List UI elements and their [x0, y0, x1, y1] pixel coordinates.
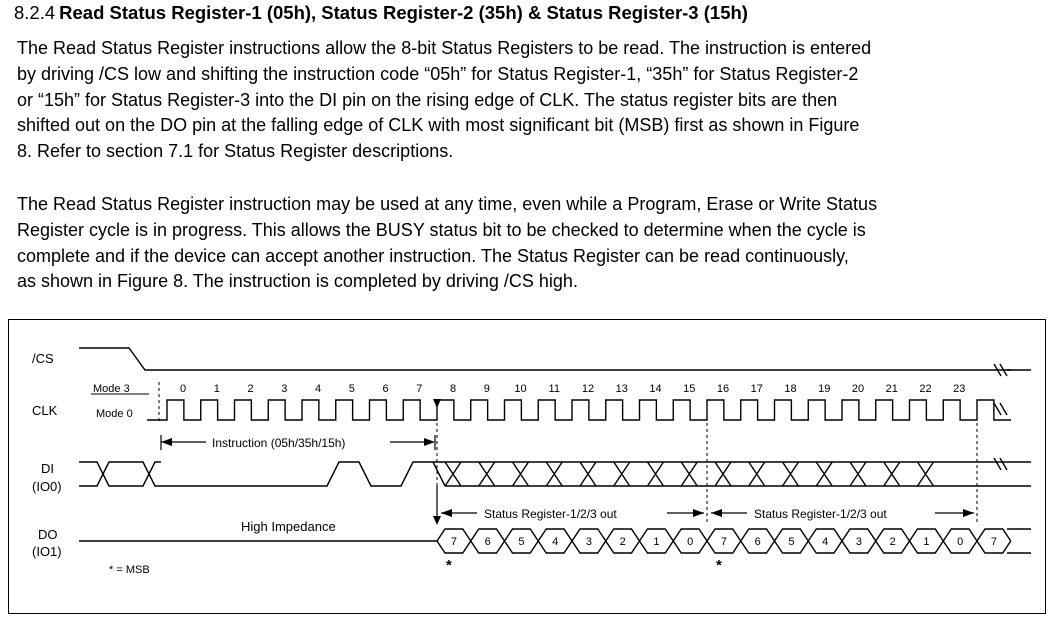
paragraph-line: by driving /CS low and shifting the instruction code “05h” for Status Register-1, “35h” for Status Register-2: [17, 63, 859, 84]
arrow-down: [433, 516, 441, 525]
paragraph-line: The Read Status Register instructions allow the 8-bit Status Registers to be read. The instruction is entered: [17, 38, 872, 58]
arrow-left: [161, 438, 172, 446]
clock-number: 1: [213, 383, 220, 395]
paragraph-line: or “15h” for Status Register-3 into the DI pin on the rising edge of CLK. The status register bits are then: [17, 89, 838, 110]
clock-number: 10: [514, 383, 527, 395]
do-bit-label: 3: [585, 536, 592, 548]
mode0-label: Mode 0: [96, 408, 133, 420]
clock-number: 0: [179, 383, 187, 395]
paragraph-line: Register cycle is in progress. This allows the BUSY status bit to be checked to determine when the cycle is: [17, 219, 866, 240]
do-bit-label: 4: [822, 536, 829, 548]
clock-number: 22: [919, 383, 932, 395]
timing-diagram: [9, 320, 1044, 612]
do-label: DO: [38, 527, 58, 542]
instruction-label: Instruction (05h/35h/15h): [212, 436, 346, 450]
clock-number: 20: [851, 383, 865, 395]
arrow-down: [433, 399, 441, 408]
clk-label: CLK: [32, 403, 58, 418]
di-initial-bit: [79, 462, 161, 486]
clock-number: 16: [716, 383, 730, 395]
clock-number: 7: [416, 383, 423, 395]
timing-diagram-figure: [8, 319, 1046, 614]
paragraph-line: 8. Refer to section 7.1 for Status Register descriptions.: [17, 141, 454, 162]
msb-star-1: *: [446, 557, 452, 574]
paragraph-line: The Read Status Register instruction may be used at any time, even while a Program, Erase or Write Status: [17, 194, 878, 214]
clock-number: 14: [649, 383, 662, 395]
clock-number: 11: [548, 383, 560, 395]
clock-number: 21: [885, 383, 898, 395]
clock-number: 12: [581, 383, 595, 395]
do-bit-label: 1: [653, 536, 660, 548]
paragraph-line: shifted out on the DO pin at the falling edge of CLK with most significant bit (MSB) first as shown in Figure: [17, 115, 860, 136]
do-bit-label: 7: [720, 536, 727, 548]
clk-waveform: [147, 400, 1011, 420]
paragraph-line: as shown in Figure 8. The instruction is completed by driving /CS high.: [17, 271, 578, 292]
di-sublabel: (IO0): [32, 479, 62, 494]
cs-label: /CS: [32, 351, 54, 366]
do-bit-labels: [451, 536, 997, 548]
status-out-label-1: Status Register-1/2/3 out: [484, 507, 617, 521]
clock-number: 8: [449, 383, 457, 395]
clock-number: 3: [281, 383, 288, 395]
do-bit-label: 2: [619, 536, 626, 548]
mode3-label: Mode 3: [93, 383, 130, 395]
do-bit-label: 2: [889, 536, 896, 548]
high-impedance-label: High Impedance: [241, 519, 336, 534]
do-bit-label: 6: [754, 536, 761, 548]
clock-number: 5: [348, 383, 355, 395]
clock-number: 17: [750, 383, 763, 395]
status-out-label-2: Status Register-1/2/3 out: [754, 507, 887, 521]
clock-number: 15: [683, 383, 696, 395]
clock-numbers: [180, 383, 965, 395]
di-dont-care: [433, 462, 1007, 486]
section-heading: [14, 2, 748, 24]
msb-note: * = MSB: [109, 564, 150, 576]
do-bit-label: 6: [484, 536, 491, 548]
do-bit-label: 7: [990, 536, 997, 548]
arrow-left: [711, 509, 722, 517]
clock-number: 13: [615, 383, 628, 395]
section-title: Read Status Register-1 (05h), Status Register-2 (35h) & Status Register-3 (15h): [59, 2, 748, 23]
di-waveform: [79, 462, 1007, 486]
do-bit-label: 1: [923, 536, 930, 548]
clock-number: 19: [818, 383, 831, 395]
do-bit-label: 0: [687, 536, 694, 548]
arrow-right: [424, 438, 435, 446]
arrow-left: [441, 509, 452, 517]
clock-number: 6: [382, 383, 389, 395]
do-bit-label: 7: [450, 536, 457, 548]
cs-waveform: [79, 348, 1011, 370]
break-mark: [994, 403, 1007, 415]
do-bit-label: 3: [855, 536, 862, 548]
do-sublabel: (IO1): [32, 544, 62, 559]
section-number: 8.2.4: [14, 2, 56, 23]
do-bit-label: 4: [552, 536, 559, 548]
do-bit-label: 5: [518, 536, 525, 548]
paragraph-1: [17, 36, 1053, 165]
clock-number: 9: [483, 383, 490, 395]
do-bit-label: 5: [788, 536, 795, 548]
arrow-right: [693, 509, 704, 517]
paragraph-2: [17, 192, 1053, 295]
msb-star-2: *: [716, 557, 722, 574]
di-instruction-bits: [79, 462, 445, 486]
clock-number: 4: [314, 383, 322, 395]
clock-number: 23: [953, 383, 966, 395]
arrow-right: [963, 509, 974, 517]
paragraph-line: complete and if the device can accept another instruction. The Status Register can be read continuously,: [17, 245, 849, 266]
clock-number: 18: [784, 383, 797, 395]
di-label: DI: [41, 461, 54, 476]
clock-number: 2: [247, 383, 254, 395]
do-bit-label: 0: [957, 536, 964, 548]
